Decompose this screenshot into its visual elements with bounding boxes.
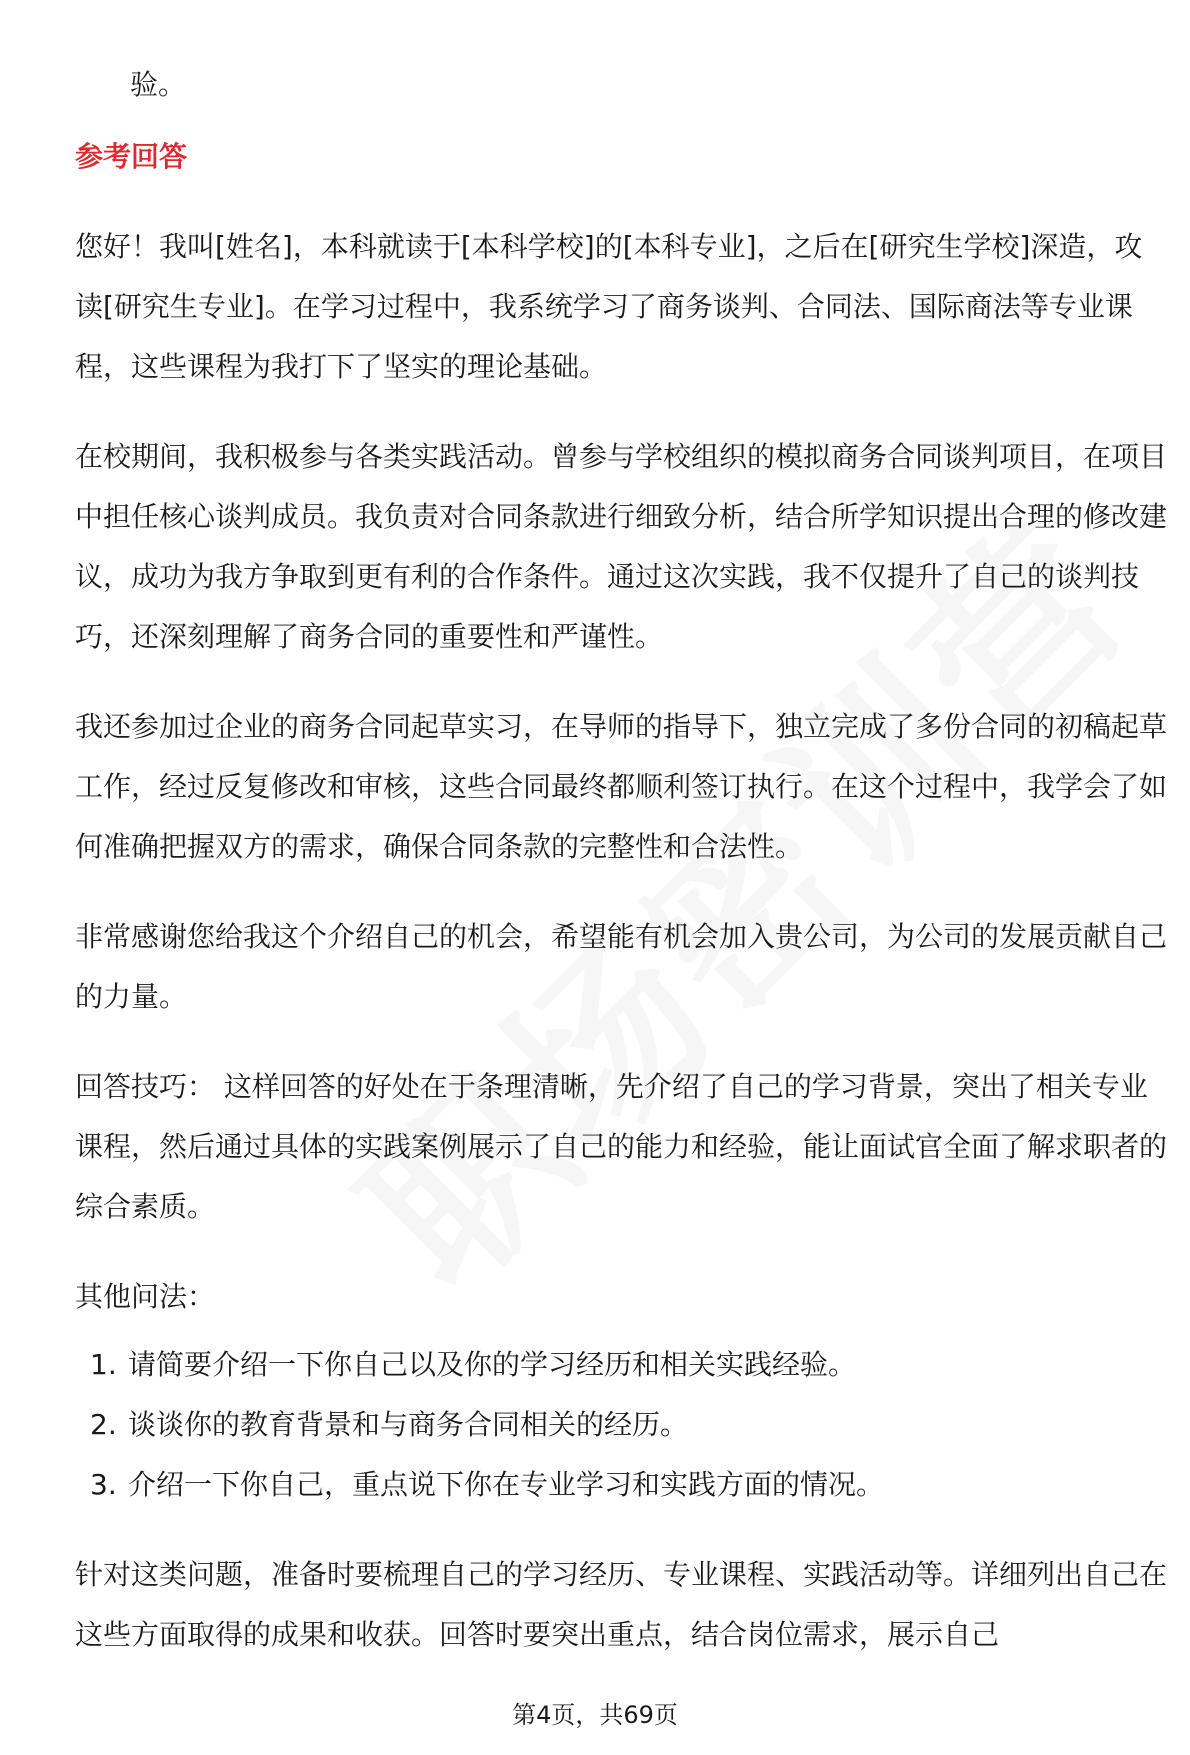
list-text: 介绍一下你自己，重点说下你在专业学习和实践方面的情况。	[128, 1468, 885, 1501]
closing-paragraph: 针对这类问题，准备时要梳理自己的学习经历、专业课程、实践活动等。详细列出自己在这些方面取得的成果和收获。回答时要突出重点，结合岗位需求，展示自己	[75, 1558, 1168, 1651]
list-item	[75, 1455, 1170, 1515]
list-number: 2.	[90, 1408, 117, 1441]
document-page	[75, 55, 1170, 1665]
other-questions-list	[75, 1335, 1170, 1515]
answer-tips: 回答技巧： 这样回答的好处在于条理清晰，先介绍了自己的学习背景，突出了相关专业课程，然后通过具体的实践案例展示了自己的能力和经验，能让面试官全面了解求职者的综合素质。	[75, 1070, 1168, 1223]
list-item	[75, 1335, 1170, 1395]
list-number: 3.	[90, 1468, 117, 1501]
paragraph: 在校期间，我积极参与各类实践活动。曾参与学校组织的模拟商务合同谈判项目，在项目中担任核心谈判成员。我负责对合同条款进行细致分析，结合所学知识提出合理的修改建议，成功为我方争取到更有利的合作条件。通过这次实践，我不仅提升了自己的谈判技巧，还深刻理解了商务合同的重要性和严谨性。	[75, 440, 1168, 653]
paragraph: 我还参加过企业的商务合同起草实习，在导师的指导下，独立完成了多份合同的初稿起草工作，经过反复修改和审核，这些合同最终都顺利签订执行。在这个过程中，我学会了如何准确把握双方的需求，确保合同条款的完整性和合法性。	[75, 710, 1168, 863]
section-heading: 参考回答	[75, 140, 188, 173]
list-item	[75, 1395, 1170, 1455]
paragraph: 您好！我叫[姓名]，本科就读于[本科学校]的[本科专业]，之后在[研究生学校]深造，攻读[研究生专业]。在学习过程中，我系统学习了商务谈判、合同法、国际商法等专业课程，这些课程为我打下了坚实的理论基础。	[75, 230, 1143, 383]
list-text: 请简要介绍一下你自己以及你的学习经历和相关实践经验。	[128, 1348, 857, 1381]
list-number: 1.	[90, 1348, 117, 1381]
paragraph: 非常感谢您给我这个介绍自己的机会，希望能有机会加入贵公司，为公司的发展贡献自己的力量。	[75, 920, 1168, 1013]
other-questions-label: 其他问法：	[75, 1280, 216, 1313]
continuation-text: 验。	[130, 68, 187, 101]
page-number: 第4页，共69页	[512, 1701, 678, 1729]
list-text: 谈谈你的教育背景和与商务合同相关的经历。	[128, 1408, 689, 1441]
